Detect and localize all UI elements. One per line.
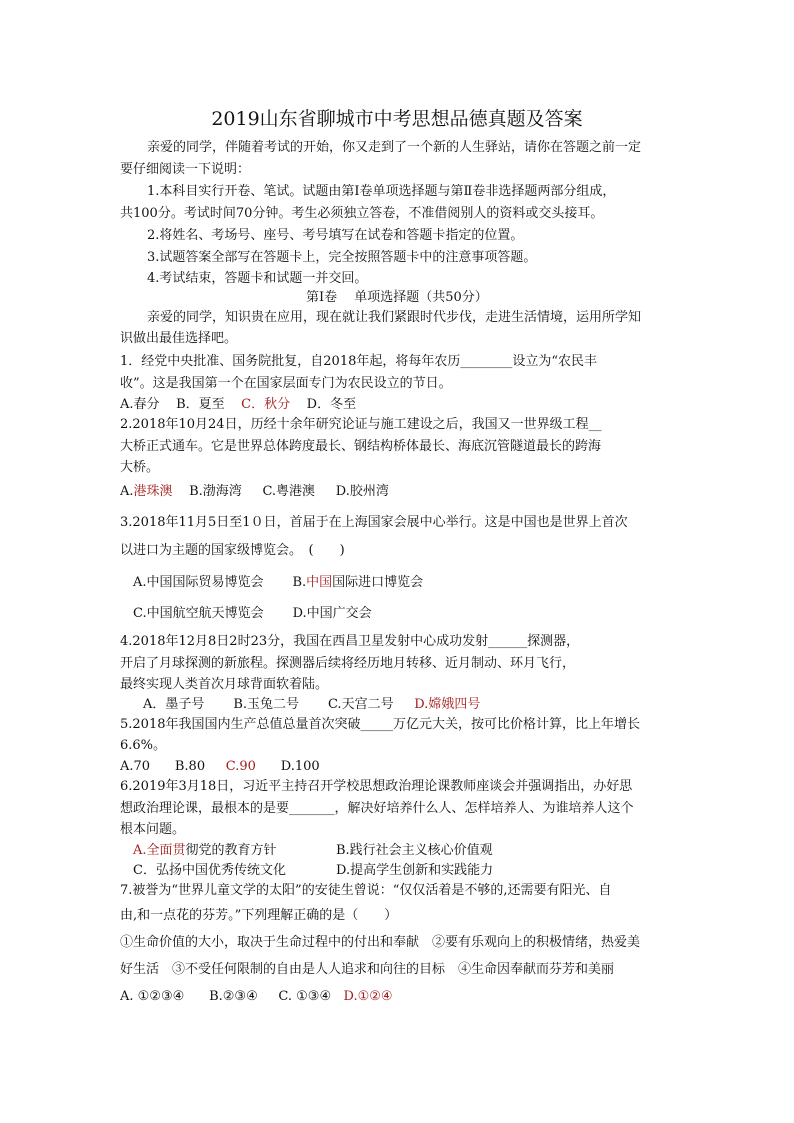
q3-options-row-2 <box>133 605 372 623</box>
q5-option-a: A.70 <box>120 759 151 774</box>
rule-2: 2.将姓名、考场号、座号、考号填写在试卷和答题卡指定的位置。 <box>147 228 524 243</box>
q3-option-a: A.中国国际贸易博览会 <box>133 575 264 590</box>
section-intro-2: 识做出最佳选择吧。 <box>120 331 238 346</box>
q2-option-b: B.渤海湾 <box>189 484 242 499</box>
section-intro-1: 亲爱的同学，知识贵在应用，现在就让我们紧跟时代步伐，走进生活情境，运用所学知 <box>147 310 642 325</box>
q1-line-2: 收”。这是我国第一个在国家层面专门为农民设立的节日。 <box>120 376 452 391</box>
q3-option-b-highlight: 中国 <box>306 575 333 590</box>
q5-option-b: B.80 <box>174 759 206 774</box>
rule-1a: 1.本科目实行开卷、笔试。试题由第Ⅰ卷单项选择题与第Ⅱ卷非选择题两部分组成， <box>147 184 616 199</box>
q1-line-1: 1．经党中央批准、国务院批复，自2018年起，将每年农历________设立为“农民丰 <box>120 354 598 369</box>
q7-line-3: ①生命价值的大小，取决于生命过程中的付出和奉献 ②要有乐观向上的积极情绪，热爱美 <box>120 935 641 950</box>
q3-option-d: D.中国广交会 <box>292 606 372 621</box>
rule-3: 3.试题答案全部写在答题卡上，完全按照答题卡中的注意事项答题。 <box>147 250 537 265</box>
q2-option-a: 港珠澳 <box>133 484 173 499</box>
q6-option-d: D.提高学生创新和实践能力 <box>336 863 494 878</box>
intro-line-1: 亲爱的同学，伴随着考试的开始，你又走到了一个新的人生驿站，请你在答题之前一定 <box>147 140 642 155</box>
q1-option-b: B．夏至 <box>176 397 225 412</box>
section-heading: 第Ⅰ卷 单项选择题（共50分） <box>306 290 488 305</box>
q2-line-3: 大桥。 <box>120 460 160 475</box>
page-title: 2019山东省聊城市中考思想品德真题及答案 <box>211 108 583 130</box>
q2-line-1: 2.2018年10月24日，历经十余年研究论证与施工建设之后，我国又一世界级工程__ <box>120 417 602 432</box>
q3-line-2: 以进口为主题的国家级博览会。 ( ) <box>120 543 345 558</box>
q7-line-4: 好生活 ③不受任何限制的自由是人人追求和向往的目标 ④生命因奉献而芬芳和美丽 <box>120 962 615 977</box>
q5-option-d: D.100 <box>280 759 320 774</box>
q4-options <box>143 696 480 714</box>
q1-option-d: D．冬至 <box>306 397 357 412</box>
q4-line-1: 4.2018年12月8日2时23分，我国在西昌卫星发射中心成功发射______探测器， <box>120 634 580 649</box>
q4-option-a: A．墨子号 <box>143 697 205 712</box>
q3-options-row-1 <box>133 574 423 592</box>
q3-option-b: 国际进口博览会 <box>332 575 424 590</box>
q6-line-2: 想政治理论课，最根本的是要_______，解决好培养什么人、怎样培养人、为谁培养人这个 <box>120 801 634 816</box>
q5-options <box>120 758 320 776</box>
q2-options <box>120 483 389 501</box>
q6-option-b: B.践行社会主义核心价值观 <box>336 843 493 858</box>
q6-options-row-1 <box>133 842 277 860</box>
q5-line-2: 6.6%。 <box>120 738 167 753</box>
q6-option-a-highlight: A.全面贯 <box>133 843 186 858</box>
rule-1b: 共100分。考试时间70分钟。考生必须独立答卷，不准借阅别人的资料或交头接耳。 <box>120 206 604 221</box>
q2-option-c: C.粤港澳 <box>262 484 316 499</box>
q6-option-a: 彻党的教育方针 <box>185 843 277 858</box>
q5-line-1: 5.2018年我国国内生产总值总量首次突破_____万亿元大关，按可比价格计算，比上年增长 <box>120 717 640 732</box>
q7-option-c: C. ①③④ <box>278 989 332 1004</box>
q7-line-2: 由,和一点花的芬芳。”下列理解正确的是（ ） <box>120 908 398 923</box>
q1-options <box>120 396 356 414</box>
q1-option-a: A.春分 <box>120 397 160 412</box>
q7-line-1: 7.被誉为“世界儿童文学的太阳”的安徒生曾说：“仅仅活着是不够的,还需要有阳光、自 <box>120 883 612 898</box>
q4-line-3: 最终实现人类首次月球背面软着陆。 <box>120 677 329 692</box>
q5-option-c: C.90 <box>225 759 256 774</box>
q6-line-3: 根本问题。 <box>120 822 186 837</box>
q4-line-2: 开启了月球探测的新旅程。探测器后续将经历地月转移、近月制动、环月飞行， <box>120 656 576 671</box>
q7-option-b: B.②③④ <box>209 989 258 1004</box>
q7-option-a: A. ①②③④ <box>120 989 185 1004</box>
intro-line-2: 要仔细阅读一下说明： <box>120 162 251 177</box>
q3-option-b-prefix: B. <box>292 575 307 590</box>
q1-option-c: C．秋分 <box>241 397 291 412</box>
q3-line-1: 3.2018年11月5日至1０日，首届于在上海国家会展中心举行。这是中国也是世界上首次 <box>120 515 628 530</box>
q6-line-1: 6.2019年3月18日，习近平主持召开学校思想政治理论课教师座谈会并强调指出，办好思 <box>120 779 633 794</box>
q2-line-2: 大桥正式通车。它是世界总体跨度最长、钢结构桥体最长、海底沉管隧道最长的跨海 <box>120 439 602 454</box>
q2-option-a-prefix: A. <box>120 484 134 499</box>
q4-option-d: D.嫦娥四号 <box>414 697 481 712</box>
q7-option-d: D.①②④ <box>343 989 393 1004</box>
rule-4: 4.考试结束，答题卡和试题一并交回。 <box>147 271 368 286</box>
q4-option-c: C.天宫二号 <box>327 697 394 712</box>
q4-option-b: B.玉兔二号 <box>233 697 300 712</box>
q7-options <box>120 988 393 1006</box>
q6-option-c: C．弘扬中国优秀传统文化 <box>133 863 286 878</box>
q3-option-c: C.中国航空航天博览会 <box>133 606 264 621</box>
q2-option-d: D.胶州湾 <box>335 484 389 499</box>
